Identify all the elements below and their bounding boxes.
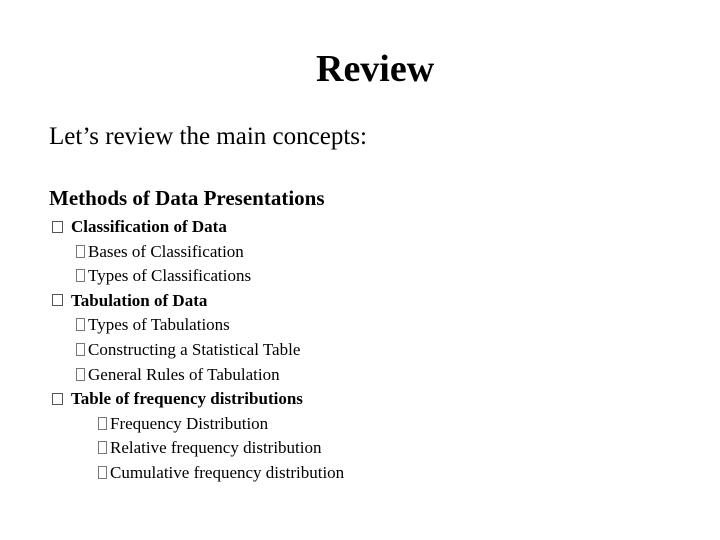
outline-item-label: Table of frequency distributions <box>71 389 303 409</box>
outline-item-label: Constructing a Statistical Table <box>88 340 301 359</box>
checkbox-bullet-icon <box>52 221 63 233</box>
outline-item-level-2 <box>76 341 300 358</box>
checkbox-bullet-icon <box>98 417 107 430</box>
outline-item-label: Classification of Data <box>71 217 227 236</box>
outline-item-label: Types of Classifications <box>88 266 252 286</box>
outline-item-level-1 <box>52 292 207 309</box>
outline-item-level-2 <box>76 267 251 284</box>
outline-item-label: Cumulative frequency distribution <box>110 463 345 482</box>
outline-item-level-1 <box>52 390 303 407</box>
outline-item-level-2 <box>76 243 244 260</box>
outline-item-level-1 <box>52 218 227 235</box>
checkbox-bullet-icon <box>76 245 85 258</box>
checkbox-bullet-icon <box>52 393 63 405</box>
checkbox-bullet-icon <box>52 294 63 306</box>
section-heading: Methods of Data Presentations <box>49 186 325 210</box>
outline-item-level-3 <box>98 439 322 456</box>
outline-item-label: Bases of Classification <box>88 241 244 261</box>
outline-item-label: Types of Tabulations <box>88 315 230 335</box>
outline-item-level-3 <box>98 464 344 481</box>
checkbox-bullet-icon <box>76 318 85 331</box>
checkbox-bullet-icon <box>98 441 107 454</box>
outline-item-level-2 <box>76 316 230 333</box>
outline-item-label: Frequency Distribution <box>110 413 269 433</box>
checkbox-bullet-icon <box>76 269 85 282</box>
outline-item-label: Relative frequency distribution <box>110 438 322 458</box>
slide-title: Review <box>316 48 435 90</box>
checkbox-bullet-icon <box>76 343 85 356</box>
checkbox-bullet-icon <box>98 466 107 479</box>
outline-item-level-3 <box>98 415 268 432</box>
outline-item-label: General Rules of Tabulation <box>88 364 280 384</box>
intro-text: Let’s review the main concepts: <box>49 123 367 150</box>
outline-item-label: Tabulation of Data <box>71 290 208 310</box>
outline-item-level-2 <box>76 366 280 383</box>
checkbox-bullet-icon <box>76 368 85 381</box>
